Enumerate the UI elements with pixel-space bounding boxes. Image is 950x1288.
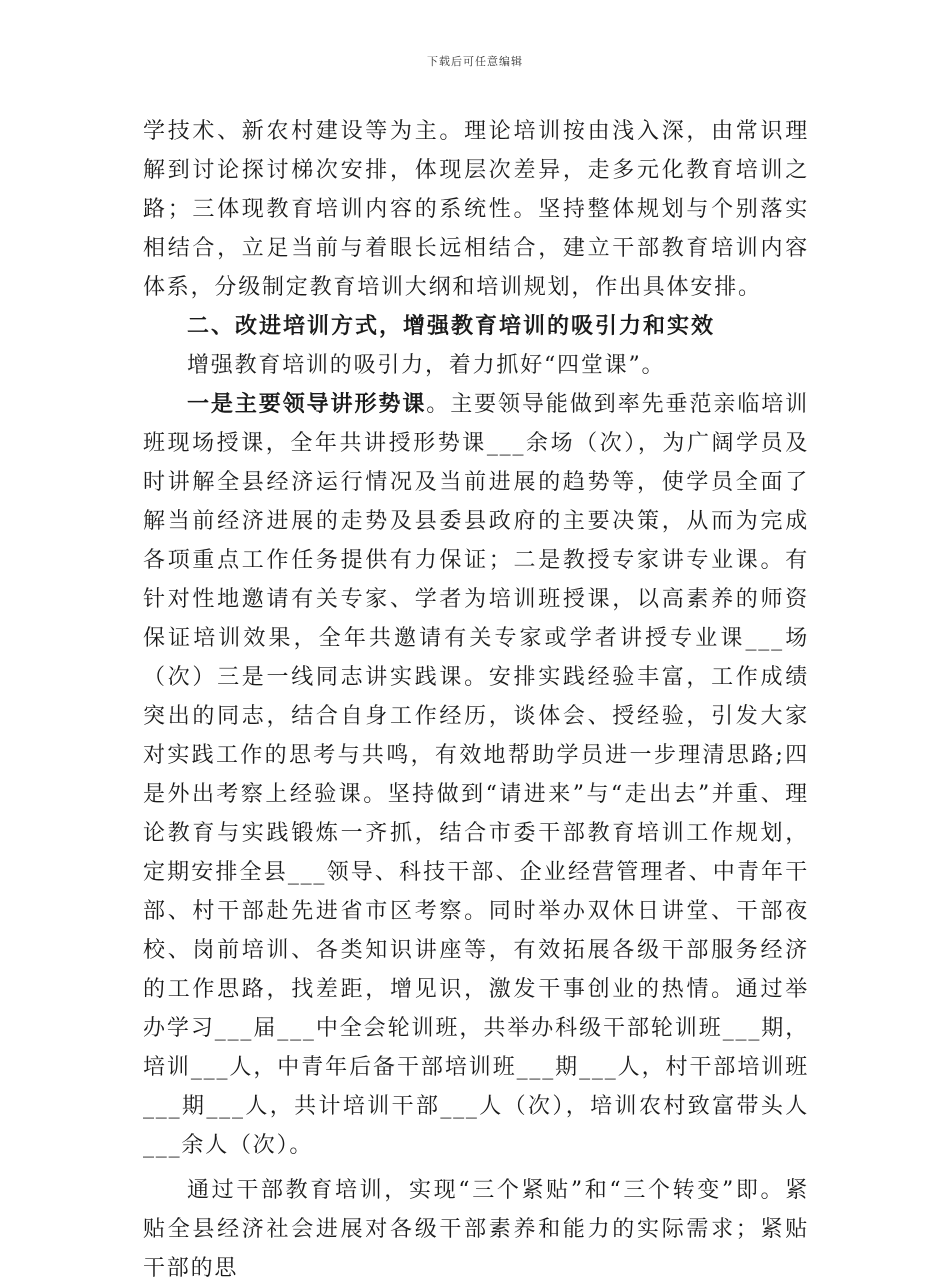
section-heading: 二、改进培训方式，增强教育培训的吸引力和实效 — [187, 313, 716, 339]
paragraph-intro: 增强教育培训的吸引力，着力抓好“四堂课”。 — [187, 353, 666, 378]
lead-phrase: 一是主要领导讲形势课 — [187, 391, 427, 417]
paragraph-outcomes: 通过干部教育培训，实现“三个紧贴”和“三个转变”即。紧贴全县经济社会进展对各级干部素养和能力的实际需求；紧贴干部的思 — [143, 1178, 809, 1281]
paragraph-continued: 学技术、新农村建设等为主。理论培训按由浅入深，由常识理解到讨论探讨梯次安排，体现层次差异，走多元化教育培训之路；三体现教育培训内容的系统性。坚持整体规划与个别落实相结合，立足当前与着眼长远相结合，建立干部教育培训内容体系，分级制定教育培训大纲和培训规划，作出具体安排。 — [143, 119, 809, 300]
paragraph-body: 。主要领导能做到率先垂范亲临培训班现场授课，全年共讲授形势课___余场（次），为广阔学员及时讲解全县经济运行情况及当前进展的趋势等，使学员全面了解当前经济进展的走势及县委县政府的主要决策，从而为完成各项重点工作任务提供有力保证；二是教授专家讲专业课。有针对性地邀请有关专家、学者为培训班授课，以高素养的师资保证培训效果，全年共邀请有关专家或学者讲授专业课___场（次）三是一线同志讲实践课。安排实践经验丰富，工作成绩突出的同志，结合自身工作经历，谈体会、授经验，引发大家对实践工作的思考与共鸣，有效地帮助学员进一步理清思路;四是外出考察上经验课。坚持做到“请进来”与“走出去”并重、理论教育与实践锻炼一齐抓，结合市委干部教育培训工作规划，定期安排全县___领导、科技干部、企业经营管理者、中青年干部、村干部赴先进省市区考察。同时举办双休日讲堂、干部夜校、岗前培训、各类知识讲座等，有效拓展各级干部服务经济的工作思路，找差距，增见识，激发干事创业的热情。通过举办学习___届___中全会轮训班，共举办科级干部轮训班___期，培训___人，中青年后备干部培训班___期___人，村干部培训班___期___人，共计培训干部___人（次），培训农村致富带头人___余人（次）。 — [143, 392, 809, 1158]
document-body — [143, 112, 809, 1288]
paragraph-four-lessons — [143, 385, 809, 1165]
page-header: 下载后可任意编辑 — [427, 55, 523, 68]
